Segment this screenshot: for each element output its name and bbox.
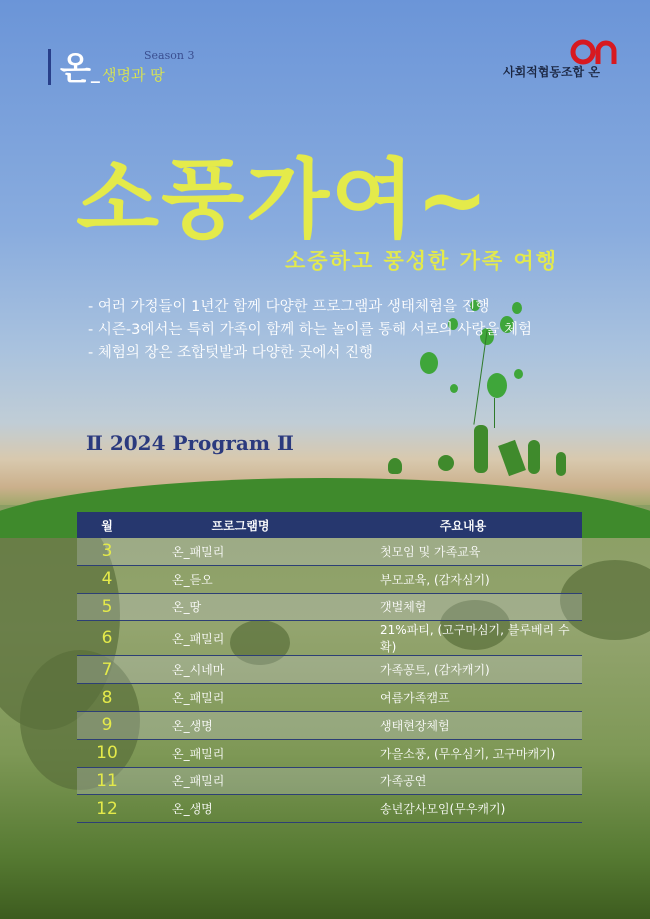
description-list — [88, 296, 532, 365]
row-content: 21%파티, (고구마심기, 블루베리 수확) — [344, 621, 582, 656]
row-content: 부모교육, (감자심기) — [344, 565, 582, 593]
table-row — [77, 621, 582, 656]
organization-name: 사회적협동조합 온 — [503, 65, 600, 79]
description-item: - 시즌-3에서는 특히 가족이 함께 하는 놀이를 통해 서로의 사랑을 체험 — [88, 322, 532, 338]
family-silhouette — [388, 458, 402, 474]
row-content: 생태현장체험 — [344, 711, 582, 739]
logo-separator: _ — [90, 63, 100, 84]
row-content: 여름가족캠프 — [344, 684, 582, 712]
row-month: 9 — [77, 711, 137, 739]
row-month: 4 — [77, 565, 137, 593]
row-content: 송년감사모임(무우캐기) — [344, 795, 582, 823]
family-silhouette — [528, 440, 540, 474]
row-program: 온_듣오 — [137, 565, 344, 593]
row-program: 온_땅 — [137, 593, 344, 621]
row-program: 온_패밀리 — [137, 621, 344, 656]
logo-subtitle: 생명과 땅 — [102, 66, 165, 84]
balloon-string — [494, 398, 495, 428]
row-program: 온_생명 — [137, 711, 344, 739]
table-row — [77, 538, 582, 565]
row-month: 10 — [77, 739, 137, 767]
row-program: 온_시네마 — [137, 656, 344, 684]
row-month: 6 — [77, 621, 137, 656]
row-month: 8 — [77, 684, 137, 712]
table-row — [77, 593, 582, 621]
balloon — [487, 373, 507, 398]
row-month: 11 — [77, 767, 137, 795]
table-row — [77, 739, 582, 767]
table-header-row — [77, 512, 582, 538]
header-program: 프로그램명 — [137, 512, 344, 538]
table-row — [77, 795, 582, 823]
row-month: 3 — [77, 538, 137, 565]
row-program: 온_패밀리 — [137, 538, 344, 565]
table-row — [77, 767, 582, 795]
logo-bar — [48, 49, 51, 85]
logo-on — [60, 43, 100, 89]
family-silhouette — [498, 440, 526, 476]
row-content: 가을소풍, (무우심기, 고구마캐기) — [344, 739, 582, 767]
poster-title: 소풍가여~ — [76, 150, 491, 250]
row-content: 갯벌체험 — [344, 593, 582, 621]
row-program: 온_패밀리 — [137, 739, 344, 767]
family-silhouette — [474, 425, 488, 473]
logo-name: 온 — [60, 49, 91, 87]
table-row — [77, 565, 582, 593]
description-item: - 체험의 장은 조합텃밭과 다양한 곳에서 진행 — [88, 345, 374, 361]
row-content: 가족꽁트, (감자캐기) — [344, 656, 582, 684]
balloon — [514, 369, 523, 379]
row-month: 5 — [77, 593, 137, 621]
row-month: 12 — [77, 795, 137, 823]
program-title: Ⅱ 2024 Program Ⅱ — [86, 431, 294, 455]
row-program: 온_패밀리 — [137, 684, 344, 712]
row-month: 7 — [77, 656, 137, 684]
balloon — [450, 384, 458, 393]
header-content: 주요내용 — [344, 512, 582, 538]
row-content: 가족공연 — [344, 767, 582, 795]
family-silhouette — [556, 452, 566, 476]
description-item: - 여러 가정들이 1년간 함께 다양한 프로그램과 생태체험을 진행 — [88, 299, 490, 315]
row-content: 첫모임 및 가족교육 — [344, 538, 582, 565]
header-month: 월 — [77, 512, 137, 538]
family-silhouette — [438, 455, 454, 471]
row-program: 온_패밀리 — [137, 767, 344, 795]
table-row — [77, 684, 582, 712]
table-row — [77, 656, 582, 684]
poster-subtitle: 소중하고 풍성한 가족 여행 — [285, 249, 559, 273]
logo-season: Season 3 — [144, 49, 195, 62]
program-schedule-table — [77, 512, 582, 823]
organization-logo-icon — [570, 38, 618, 66]
table-row — [77, 711, 582, 739]
row-program: 온_생명 — [137, 795, 344, 823]
